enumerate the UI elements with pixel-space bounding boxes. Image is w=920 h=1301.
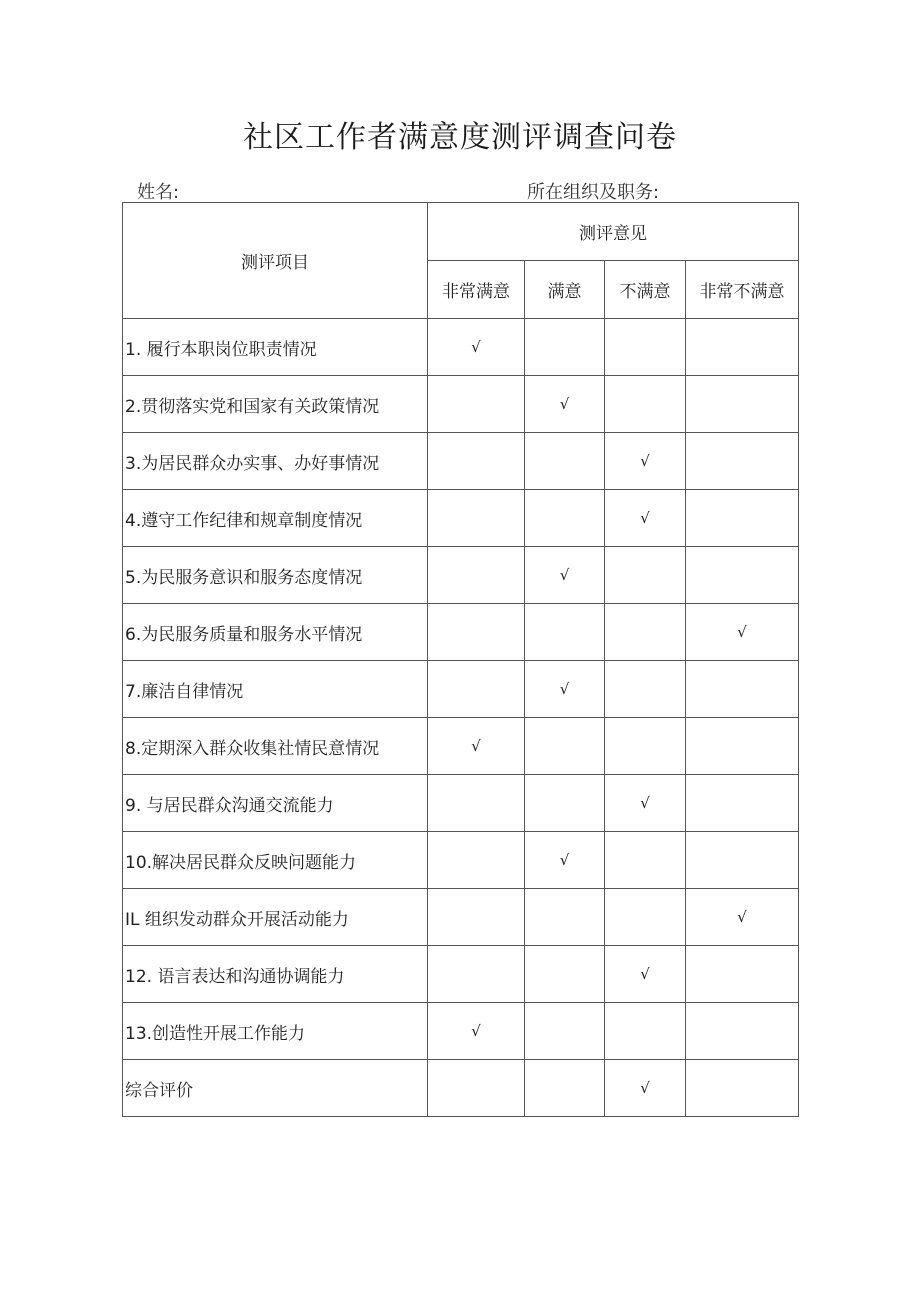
rating-cell-very-dissatisfied[interactable] — [686, 319, 799, 376]
rating-cell-satisfied[interactable]: √ — [525, 376, 605, 433]
evaluation-table — [122, 202, 799, 1117]
rating-cell-satisfied[interactable] — [525, 604, 605, 661]
rating-cell-very-satisfied[interactable]: √ — [428, 718, 525, 775]
rating-cell-very-dissatisfied[interactable] — [686, 661, 799, 718]
rating-cell-very-dissatisfied[interactable] — [686, 376, 799, 433]
rating-cell-very-dissatisfied[interactable] — [686, 490, 799, 547]
evaluation-item-label: 7.廉洁自律情况 — [123, 661, 428, 718]
rating-cell-dissatisfied[interactable] — [605, 547, 686, 604]
evaluation-item-label: 13.创造性开展工作能力 — [123, 1003, 428, 1060]
rating-cell-satisfied[interactable] — [525, 775, 605, 832]
table-row — [123, 1003, 799, 1060]
table-row — [123, 319, 799, 376]
evaluation-item-header: 测评项目 — [123, 203, 428, 319]
rating-cell-very-dissatisfied[interactable] — [686, 832, 799, 889]
evaluation-item-label: 综合评价 — [123, 1060, 428, 1117]
rating-cell-very-dissatisfied[interactable] — [686, 547, 799, 604]
rating-cell-dissatisfied[interactable] — [605, 832, 686, 889]
rating-cell-satisfied[interactable] — [525, 946, 605, 1003]
rating-cell-very-satisfied[interactable] — [428, 376, 525, 433]
rating-cell-very-satisfied[interactable] — [428, 889, 525, 946]
rating-cell-very-satisfied[interactable] — [428, 547, 525, 604]
rating-cell-dissatisfied[interactable] — [605, 1003, 686, 1060]
column-header-very-dissatisfied: 非常不满意 — [686, 261, 799, 319]
table-row — [123, 775, 799, 832]
rating-cell-very-dissatisfied[interactable] — [686, 775, 799, 832]
table-row — [123, 376, 799, 433]
table-row — [123, 604, 799, 661]
page-title: 社区工作者满意度测评调查问卷 — [243, 120, 677, 155]
evaluation-item-label: 9. 与居民群众沟通交流能力 — [123, 775, 428, 832]
rating-cell-very-dissatisfied[interactable] — [686, 1060, 799, 1117]
rating-cell-very-satisfied[interactable] — [428, 1060, 525, 1117]
table-row — [123, 889, 799, 946]
table-row — [123, 433, 799, 490]
evaluation-item-label: 2.贯彻落实党和国家有关政策情况 — [123, 376, 428, 433]
rating-cell-dissatisfied[interactable] — [605, 661, 686, 718]
evaluation-item-label: 1. 履行本职岗位职责情况 — [123, 319, 428, 376]
rating-cell-dissatisfied[interactable]: √ — [605, 490, 686, 547]
rating-cell-very-dissatisfied[interactable] — [686, 718, 799, 775]
rating-cell-very-satisfied[interactable] — [428, 433, 525, 490]
table-row — [123, 547, 799, 604]
table-row — [123, 946, 799, 1003]
evaluation-item-label: 4.遵守工作纪律和规章制度情况 — [123, 490, 428, 547]
table-row — [123, 832, 799, 889]
rating-cell-very-satisfied[interactable] — [428, 490, 525, 547]
evaluation-item-label: 12. 语言表达和沟通协调能力 — [123, 946, 428, 1003]
rating-cell-very-satisfied[interactable]: √ — [428, 1003, 525, 1060]
evaluation-item-label: 5.为民服务意识和服务态度情况 — [123, 547, 428, 604]
rating-cell-satisfied[interactable] — [525, 490, 605, 547]
rating-cell-very-satisfied[interactable] — [428, 832, 525, 889]
rating-cell-dissatisfied[interactable] — [605, 376, 686, 433]
rating-cell-satisfied[interactable] — [525, 433, 605, 490]
organization-field-label: 所在组织及职务: — [527, 182, 660, 203]
rating-cell-very-dissatisfied[interactable]: √ — [686, 889, 799, 946]
table-row — [123, 718, 799, 775]
rating-cell-satisfied[interactable]: √ — [525, 832, 605, 889]
rating-cell-very-satisfied[interactable] — [428, 775, 525, 832]
column-header-very-satisfied: 非常满意 — [428, 261, 525, 319]
rating-cell-dissatisfied[interactable] — [605, 604, 686, 661]
evaluation-item-label: IL 组织发动群众开展活动能力 — [123, 889, 428, 946]
rating-cell-dissatisfied[interactable] — [605, 889, 686, 946]
rating-cell-dissatisfied[interactable] — [605, 319, 686, 376]
rating-cell-dissatisfied[interactable]: √ — [605, 433, 686, 490]
table-row — [123, 661, 799, 718]
rating-cell-satisfied[interactable] — [525, 718, 605, 775]
rating-cell-satisfied[interactable] — [525, 1060, 605, 1117]
name-field-label: 姓名: — [137, 182, 180, 203]
rating-cell-very-dissatisfied[interactable]: √ — [686, 604, 799, 661]
rating-cell-satisfied[interactable] — [525, 1003, 605, 1060]
rating-cell-very-satisfied[interactable] — [428, 661, 525, 718]
rating-cell-very-satisfied[interactable] — [428, 946, 525, 1003]
rating-cell-very-satisfied[interactable]: √ — [428, 319, 525, 376]
rating-cell-satisfied[interactable]: √ — [525, 547, 605, 604]
rating-cell-dissatisfied[interactable]: √ — [605, 1060, 686, 1117]
rating-cell-satisfied[interactable] — [525, 889, 605, 946]
evaluation-item-label: 10.解决居民群众反映问题能力 — [123, 832, 428, 889]
table-row — [123, 1060, 799, 1117]
rating-cell-satisfied[interactable] — [525, 319, 605, 376]
column-header-dissatisfied: 不满意 — [605, 261, 686, 319]
evaluation-item-label: 6.为民服务质量和服务水平情况 — [123, 604, 428, 661]
rating-cell-very-dissatisfied[interactable] — [686, 1003, 799, 1060]
evaluation-item-label: 8.定期深入群众收集社情民意情况 — [123, 718, 428, 775]
rating-cell-very-dissatisfied[interactable] — [686, 433, 799, 490]
rating-cell-very-satisfied[interactable] — [428, 604, 525, 661]
rating-cell-dissatisfied[interactable]: √ — [605, 946, 686, 1003]
rating-cell-dissatisfied[interactable]: √ — [605, 775, 686, 832]
rating-cell-dissatisfied[interactable] — [605, 718, 686, 775]
evaluation-opinion-header: 测评意见 — [428, 203, 799, 261]
evaluation-item-label: 3.为居民群众办实事、办好事情况 — [123, 433, 428, 490]
column-header-satisfied: 满意 — [525, 261, 605, 319]
table-row — [123, 490, 799, 547]
rating-cell-very-dissatisfied[interactable] — [686, 946, 799, 1003]
rating-cell-satisfied[interactable]: √ — [525, 661, 605, 718]
